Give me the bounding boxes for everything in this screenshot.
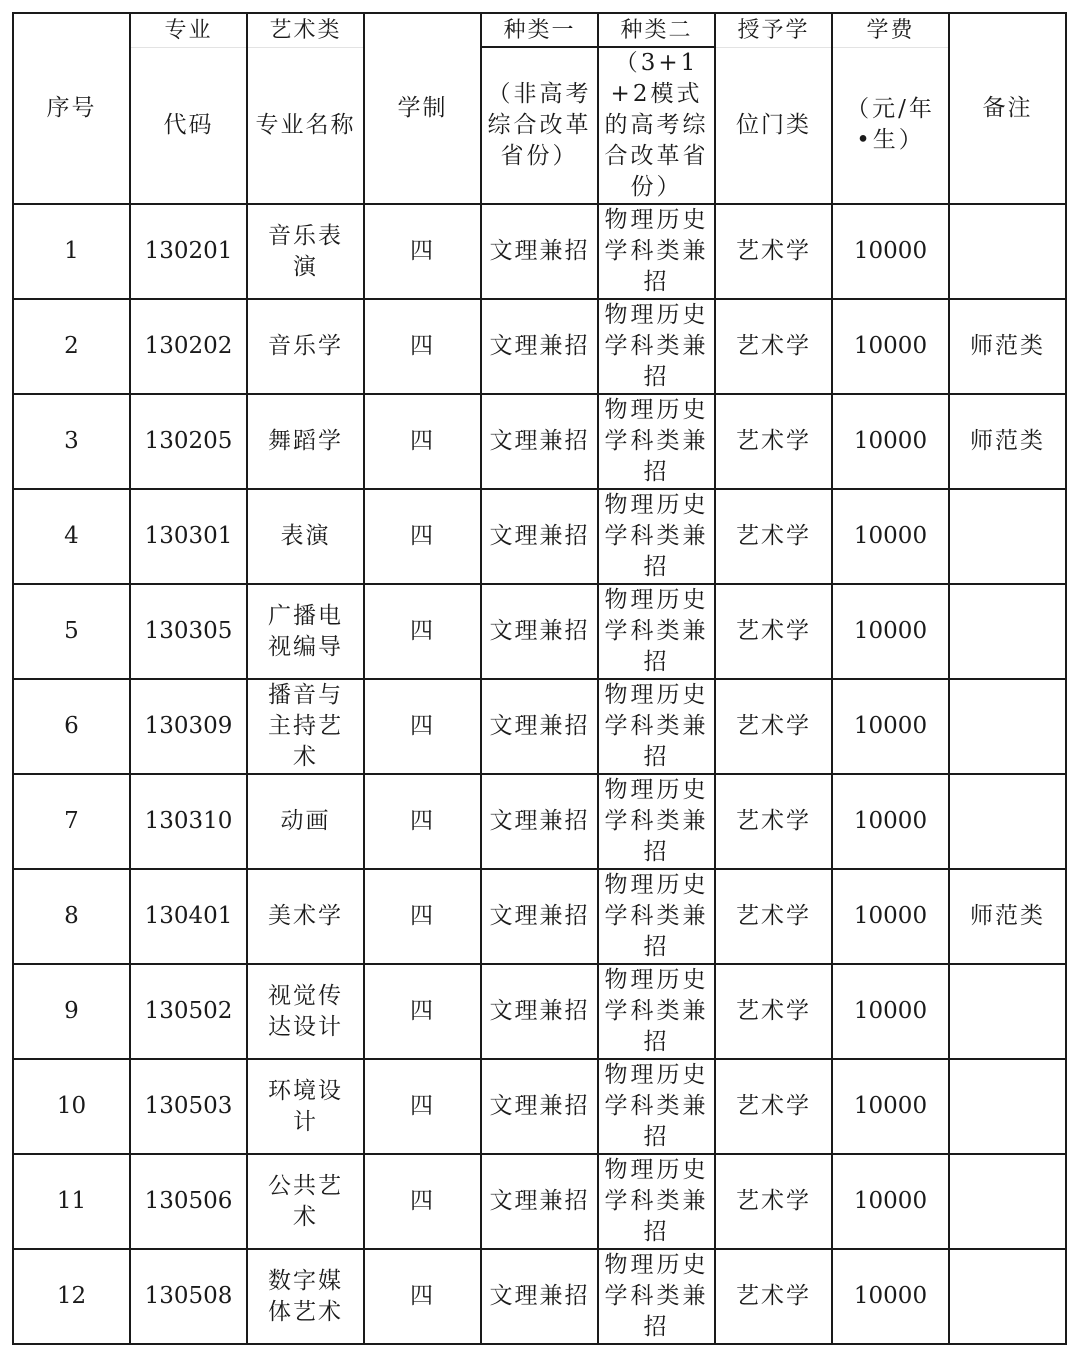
cell-category-one: 文理兼招 xyxy=(481,1154,598,1249)
cell-index: 11 xyxy=(13,1154,130,1249)
cell-code: 130202 xyxy=(130,299,247,394)
cell-major-name xyxy=(247,489,364,584)
cell-category-one: 文理兼招 xyxy=(481,869,598,964)
cell-fee: 10000 xyxy=(832,774,949,869)
cell-major-name-text: 音乐学 xyxy=(268,333,343,359)
majors-table xyxy=(12,12,1067,1345)
cell-remark: 师范类 xyxy=(949,869,1066,964)
header-name-bottom: 专业名称 xyxy=(247,47,364,204)
cell-major-name xyxy=(247,1059,364,1154)
cell-index: 5 xyxy=(13,584,130,679)
cell-category-two xyxy=(598,489,715,584)
cell-major-name xyxy=(247,1154,364,1249)
header-row-top xyxy=(13,13,1066,47)
cell-category-two xyxy=(598,679,715,774)
cell-fee: 10000 xyxy=(832,489,949,584)
cell-duration: 四 xyxy=(364,964,481,1059)
cell-remark xyxy=(949,774,1066,869)
cell-category-two xyxy=(598,299,715,394)
cell-category-two-text: 物理历史学科类兼招 xyxy=(604,587,709,675)
cell-category-two-text: 物理历史学科类兼招 xyxy=(604,967,709,1055)
cell-category-two xyxy=(598,964,715,1059)
cell-major-name xyxy=(247,584,364,679)
cell-duration: 四 xyxy=(364,1154,481,1249)
cell-category-one: 文理兼招 xyxy=(481,1059,598,1154)
cell-major-name-text: 美术学 xyxy=(268,903,343,929)
header-row-bottom xyxy=(13,47,1066,204)
cell-index: 10 xyxy=(13,1059,130,1154)
cell-major-name-text: 音乐表演 xyxy=(268,222,343,280)
cell-fee: 10000 xyxy=(832,869,949,964)
cell-major-name xyxy=(247,299,364,394)
cell-major-name-text: 表演 xyxy=(280,523,331,549)
cell-degree: 艺术学 xyxy=(715,394,832,489)
cell-major-name-text: 动画 xyxy=(280,808,331,834)
cell-code: 130301 xyxy=(130,489,247,584)
cell-index: 8 xyxy=(13,869,130,964)
cell-code: 130309 xyxy=(130,679,247,774)
cell-major-name xyxy=(247,869,364,964)
header-index: 序号 xyxy=(13,13,130,204)
cell-major-name xyxy=(247,679,364,774)
cell-remark xyxy=(949,964,1066,1059)
cell-index: 6 xyxy=(13,679,130,774)
cell-degree: 艺术学 xyxy=(715,774,832,869)
cell-major-name xyxy=(247,774,364,869)
cell-fee: 10000 xyxy=(832,1154,949,1249)
header-remark: 备注 xyxy=(949,13,1066,204)
cell-category-two-text: 物理历史学科类兼招 xyxy=(604,682,709,770)
cell-category-two-text: 物理历史学科类兼招 xyxy=(604,1252,709,1340)
cell-major-name-text: 视觉传达设计 xyxy=(268,982,343,1040)
table-row xyxy=(13,299,1066,394)
cell-category-one: 文理兼招 xyxy=(481,204,598,299)
table-row xyxy=(13,679,1066,774)
cell-code: 130506 xyxy=(130,1154,247,1249)
cell-category-one: 文理兼招 xyxy=(481,394,598,489)
cell-code: 130310 xyxy=(130,774,247,869)
header-name-top: 艺术类 xyxy=(247,13,364,47)
cell-duration: 四 xyxy=(364,299,481,394)
cell-category-two xyxy=(598,869,715,964)
cell-remark xyxy=(949,204,1066,299)
header-fee-bottom xyxy=(832,47,949,204)
cell-fee: 10000 xyxy=(832,204,949,299)
cell-category-two-text: 物理历史学科类兼招 xyxy=(604,397,709,485)
cell-index: 3 xyxy=(13,394,130,489)
cell-fee: 10000 xyxy=(832,394,949,489)
cell-major-name-text: 舞蹈学 xyxy=(268,428,343,454)
cell-category-two xyxy=(598,774,715,869)
cell-remark: 师范类 xyxy=(949,299,1066,394)
cell-index: 9 xyxy=(13,964,130,1059)
cell-remark xyxy=(949,679,1066,774)
table-row xyxy=(13,964,1066,1059)
table-row xyxy=(13,869,1066,964)
cell-degree: 艺术学 xyxy=(715,679,832,774)
cell-index: 2 xyxy=(13,299,130,394)
cell-degree: 艺术学 xyxy=(715,299,832,394)
table-row xyxy=(13,1154,1066,1249)
cell-remark xyxy=(949,489,1066,584)
cell-index: 1 xyxy=(13,204,130,299)
cell-code: 130502 xyxy=(130,964,247,1059)
cell-category-one: 文理兼招 xyxy=(481,964,598,1059)
header-cat2-bottom xyxy=(598,47,715,204)
cell-major-name xyxy=(247,1249,364,1344)
cell-degree: 艺术学 xyxy=(715,1249,832,1344)
cell-code: 130508 xyxy=(130,1249,247,1344)
cell-fee: 10000 xyxy=(832,299,949,394)
cell-index: 7 xyxy=(13,774,130,869)
cell-code: 130503 xyxy=(130,1059,247,1154)
cell-remark xyxy=(949,1249,1066,1344)
cell-code: 130201 xyxy=(130,204,247,299)
cell-category-two xyxy=(598,204,715,299)
cell-duration: 四 xyxy=(364,869,481,964)
header-cat2-top: 种类二 xyxy=(598,13,715,47)
header-degree-top: 授予学 xyxy=(715,13,832,47)
cell-degree: 艺术学 xyxy=(715,964,832,1059)
cell-degree: 艺术学 xyxy=(715,1059,832,1154)
cell-degree: 艺术学 xyxy=(715,489,832,584)
header-fee-bottom-text: （元/年•生） xyxy=(846,96,935,154)
header-cat1-bottom-text: （非高考综合改革省份） xyxy=(487,81,592,169)
cell-category-two xyxy=(598,1154,715,1249)
cell-category-two xyxy=(598,584,715,679)
cell-degree: 艺术学 xyxy=(715,204,832,299)
cell-major-name-text: 环境设计 xyxy=(268,1077,343,1135)
header-code-top: 专业 xyxy=(130,13,247,47)
cell-major-name-text: 数字媒体艺术 xyxy=(268,1267,343,1325)
table-row xyxy=(13,204,1066,299)
table-row xyxy=(13,1059,1066,1154)
cell-duration: 四 xyxy=(364,679,481,774)
cell-category-one: 文理兼招 xyxy=(481,489,598,584)
cell-category-two-text: 物理历史学科类兼招 xyxy=(604,777,709,865)
cell-code: 130401 xyxy=(130,869,247,964)
cell-remark: 师范类 xyxy=(949,394,1066,489)
header-cat2-bottom-text: （3+1+2模式的高考综合改革省份） xyxy=(604,50,709,200)
cell-major-name-text: 播音与主持艺术 xyxy=(268,682,343,770)
cell-category-one: 文理兼招 xyxy=(481,1249,598,1344)
cell-duration: 四 xyxy=(364,1059,481,1154)
cell-degree: 艺术学 xyxy=(715,869,832,964)
cell-code: 130305 xyxy=(130,584,247,679)
cell-category-two-text: 物理历史学科类兼招 xyxy=(604,1157,709,1245)
cell-duration: 四 xyxy=(364,489,481,584)
header-code-bottom: 代码 xyxy=(130,47,247,204)
cell-duration: 四 xyxy=(364,394,481,489)
cell-index: 12 xyxy=(13,1249,130,1344)
cell-category-two xyxy=(598,1249,715,1344)
header-fee-top: 学费 xyxy=(832,13,949,47)
cell-duration: 四 xyxy=(364,584,481,679)
cell-duration: 四 xyxy=(364,774,481,869)
table-row xyxy=(13,774,1066,869)
cell-duration: 四 xyxy=(364,1249,481,1344)
cell-category-two xyxy=(598,1059,715,1154)
cell-major-name xyxy=(247,204,364,299)
cell-category-one: 文理兼招 xyxy=(481,774,598,869)
cell-index: 4 xyxy=(13,489,130,584)
cell-fee: 10000 xyxy=(832,1249,949,1344)
cell-remark xyxy=(949,1154,1066,1249)
cell-category-two xyxy=(598,394,715,489)
header-duration: 学制 xyxy=(364,13,481,204)
cell-category-one: 文理兼招 xyxy=(481,584,598,679)
table-row xyxy=(13,1249,1066,1344)
cell-major-name-text: 公共艺术 xyxy=(268,1172,343,1230)
cell-category-one: 文理兼招 xyxy=(481,679,598,774)
table-row xyxy=(13,584,1066,679)
cell-category-one: 文理兼招 xyxy=(481,299,598,394)
cell-category-two-text: 物理历史学科类兼招 xyxy=(604,872,709,960)
cell-category-two-text: 物理历史学科类兼招 xyxy=(604,1062,709,1150)
cell-major-name-text: 广播电视编导 xyxy=(268,602,343,660)
cell-fee: 10000 xyxy=(832,1059,949,1154)
cell-remark xyxy=(949,584,1066,679)
header-degree-bottom: 位门类 xyxy=(715,47,832,204)
cell-fee: 10000 xyxy=(832,584,949,679)
cell-fee: 10000 xyxy=(832,679,949,774)
cell-duration: 四 xyxy=(364,204,481,299)
table-row xyxy=(13,394,1066,489)
cell-degree: 艺术学 xyxy=(715,1154,832,1249)
cell-category-two-text: 物理历史学科类兼招 xyxy=(604,207,709,295)
cell-major-name xyxy=(247,964,364,1059)
cell-category-two-text: 物理历史学科类兼招 xyxy=(604,302,709,390)
cell-category-two-text: 物理历史学科类兼招 xyxy=(604,492,709,580)
header-cat1-bottom xyxy=(481,47,598,204)
cell-degree: 艺术学 xyxy=(715,584,832,679)
cell-remark xyxy=(949,1059,1066,1154)
cell-major-name xyxy=(247,394,364,489)
table-row xyxy=(13,489,1066,584)
cell-code: 130205 xyxy=(130,394,247,489)
header-cat1-top: 种类一 xyxy=(481,13,598,47)
cell-fee: 10000 xyxy=(832,964,949,1059)
